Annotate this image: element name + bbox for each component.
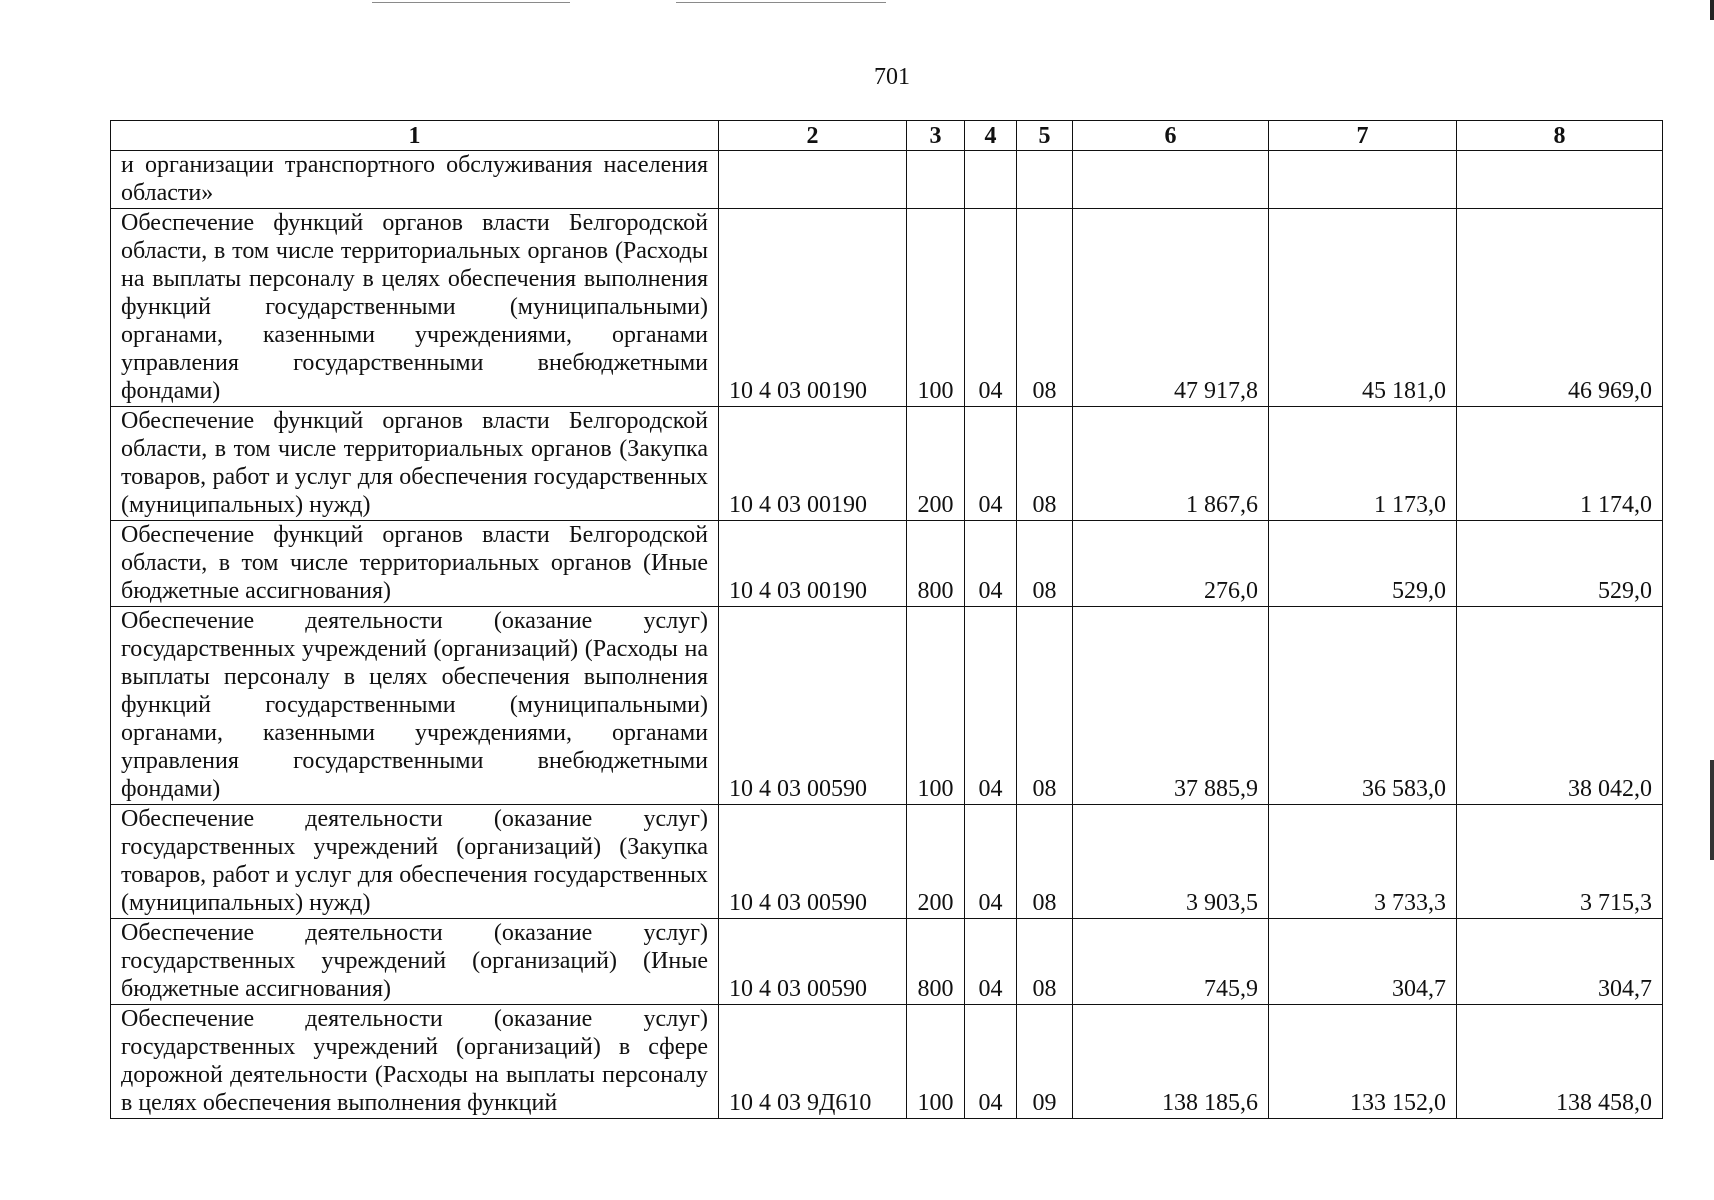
amount-col-8: 3 715,3 [1457, 805, 1663, 919]
row-description: Обеспечение деятельности (оказание услуг) государственных учреждений (организаций) (Закупка товаров, работ и услуг для обеспечения государственных (муниципальных) нужд) [111, 805, 719, 919]
amount-col-6 [1073, 151, 1269, 209]
scan-artifact-line [372, 2, 570, 3]
amount-col-7: 3 733,3 [1269, 805, 1457, 919]
subsection-code [1017, 151, 1073, 209]
column-header: 2 [719, 121, 907, 151]
table-row [111, 1005, 1663, 1119]
target-article-code: 10 4 03 9Д610 [719, 1005, 907, 1119]
table-row [111, 521, 1663, 607]
section-code: 04 [965, 805, 1017, 919]
expense-type-code [907, 151, 965, 209]
amount-col-6: 47 917,8 [1073, 209, 1269, 407]
row-description: Обеспечение деятельности (оказание услуг) государственных учреждений (организаций) (Иные бюджетные ассигнования) [111, 919, 719, 1005]
amount-col-7: 45 181,0 [1269, 209, 1457, 407]
amount-col-6: 138 185,6 [1073, 1005, 1269, 1119]
section-code: 04 [965, 209, 1017, 407]
row-description: Обеспечение деятельности (оказание услуг) государственных учреждений (организаций) в сфере дорожной деятельности (Расходы на выплаты персоналу в целях обеспечения выполнения функций [111, 1005, 719, 1119]
subsection-code: 08 [1017, 521, 1073, 607]
expense-type-code: 200 [907, 407, 965, 521]
target-article-code: 10 4 03 00590 [719, 805, 907, 919]
expense-type-code: 100 [907, 1005, 965, 1119]
expense-type-code: 100 [907, 607, 965, 805]
row-description: и организации транспортного обслуживания населения области» [111, 151, 719, 209]
row-description: Обеспечение функций органов власти Белгородской области, в том числе территориальных органов (Иные бюджетные ассигнования) [111, 521, 719, 607]
amount-col-6: 1 867,6 [1073, 407, 1269, 521]
subsection-code: 08 [1017, 407, 1073, 521]
amount-col-8: 46 969,0 [1457, 209, 1663, 407]
target-article-code [719, 151, 907, 209]
column-header: 4 [965, 121, 1017, 151]
page-number: 701 [874, 64, 910, 90]
amount-col-8: 1 174,0 [1457, 407, 1663, 521]
subsection-code: 08 [1017, 607, 1073, 805]
table-row [111, 209, 1663, 407]
scan-edge-mark [1710, 0, 1714, 1080]
subsection-code: 08 [1017, 805, 1073, 919]
subsection-code: 08 [1017, 919, 1073, 1005]
section-code: 04 [965, 521, 1017, 607]
header-row [111, 121, 1663, 151]
amount-col-8 [1457, 151, 1663, 209]
budget-table [110, 120, 1663, 1119]
amount-col-6: 37 885,9 [1073, 607, 1269, 805]
amount-col-8: 138 458,0 [1457, 1005, 1663, 1119]
row-description: Обеспечение функций органов власти Белгородской области, в том числе территориальных органов (Расходы на выплаты персоналу в целях обеспечения выполнения функций государственными (муниципальными) органами, казенными учреждениями, органами управления государственными внебюджетными фондами) [111, 209, 719, 407]
expense-type-code: 200 [907, 805, 965, 919]
table-row [111, 151, 1663, 209]
subsection-code: 08 [1017, 209, 1073, 407]
expense-type-code: 800 [907, 521, 965, 607]
amount-col-8: 304,7 [1457, 919, 1663, 1005]
table-row [111, 407, 1663, 521]
target-article-code: 10 4 03 00590 [719, 919, 907, 1005]
table-row [111, 607, 1663, 805]
table-row [111, 919, 1663, 1005]
target-article-code: 10 4 03 00590 [719, 607, 907, 805]
amount-col-7 [1269, 151, 1457, 209]
target-article-code: 10 4 03 00190 [719, 407, 907, 521]
row-description: Обеспечение функций органов власти Белгородской области, в том числе территориальных органов (Закупка товаров, работ и услуг для обеспечения государственных (муниципальных) нужд) [111, 407, 719, 521]
column-header: 6 [1073, 121, 1269, 151]
amount-col-6: 3 903,5 [1073, 805, 1269, 919]
column-header: 1 [111, 121, 719, 151]
section-code: 04 [965, 919, 1017, 1005]
amount-col-7: 36 583,0 [1269, 607, 1457, 805]
amount-col-7: 304,7 [1269, 919, 1457, 1005]
row-description: Обеспечение деятельности (оказание услуг) государственных учреждений (организаций) (Расходы на выплаты персоналу в целях обеспечения выполнения функций государственными (муниципальными) органами, казенными учреждениями, органами управления государственными внебюджетными фондами) [111, 607, 719, 805]
section-code: 04 [965, 407, 1017, 521]
subsection-code: 09 [1017, 1005, 1073, 1119]
target-article-code: 10 4 03 00190 [719, 209, 907, 407]
section-code [965, 151, 1017, 209]
column-header: 8 [1457, 121, 1663, 151]
amount-col-7: 529,0 [1269, 521, 1457, 607]
amount-col-7: 1 173,0 [1269, 407, 1457, 521]
table-row [111, 805, 1663, 919]
amount-col-8: 38 042,0 [1457, 607, 1663, 805]
scan-artifact-line [676, 2, 886, 3]
column-header: 5 [1017, 121, 1073, 151]
amount-col-6: 745,9 [1073, 919, 1269, 1005]
section-code: 04 [965, 607, 1017, 805]
expense-type-code: 800 [907, 919, 965, 1005]
section-code: 04 [965, 1005, 1017, 1119]
target-article-code: 10 4 03 00190 [719, 521, 907, 607]
amount-col-7: 133 152,0 [1269, 1005, 1457, 1119]
expense-type-code: 100 [907, 209, 965, 407]
amount-col-6: 276,0 [1073, 521, 1269, 607]
column-header: 7 [1269, 121, 1457, 151]
amount-col-8: 529,0 [1457, 521, 1663, 607]
column-header: 3 [907, 121, 965, 151]
